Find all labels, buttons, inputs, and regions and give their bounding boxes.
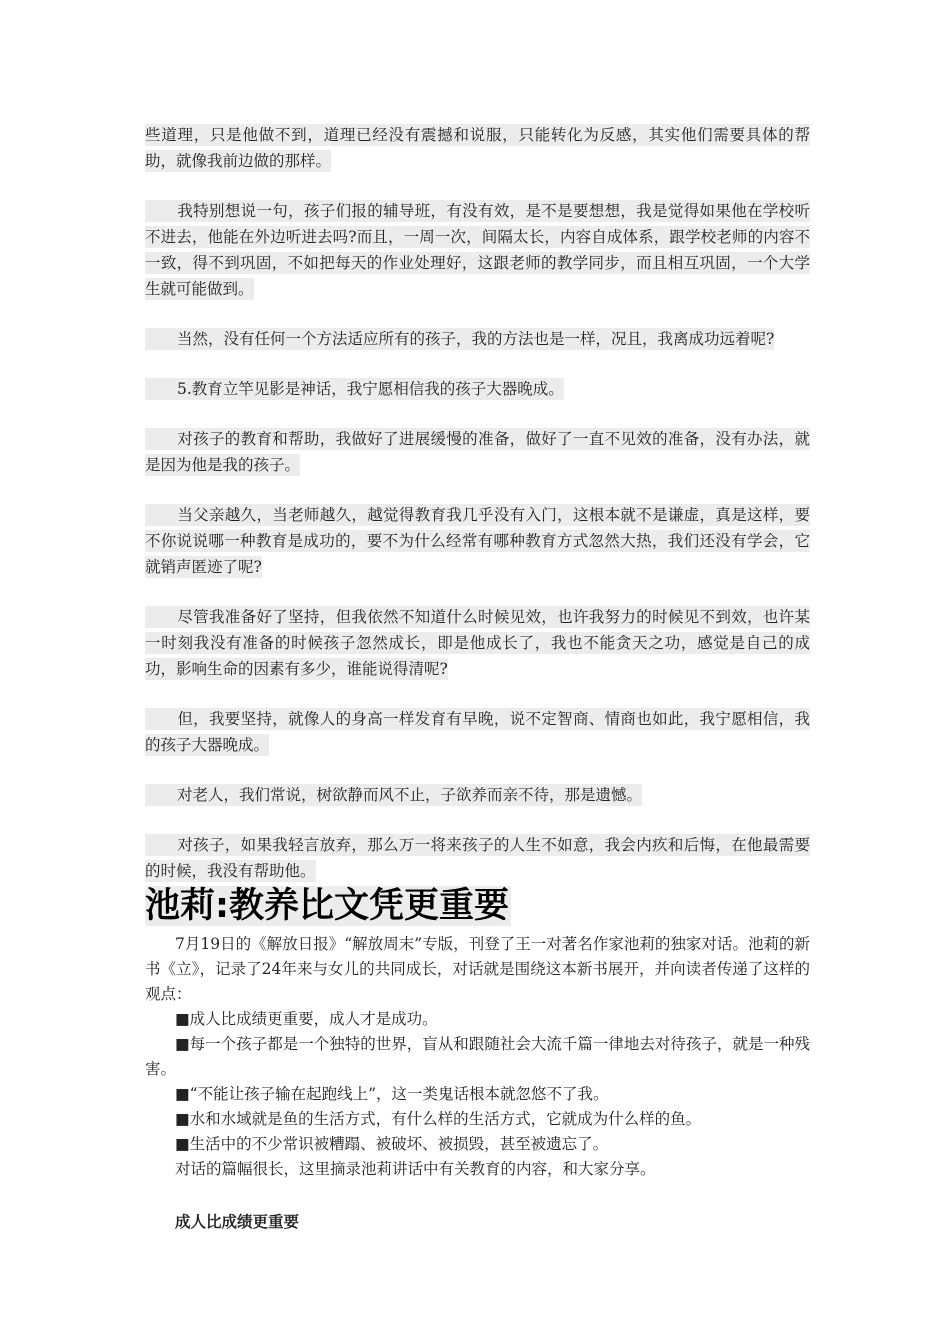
paragraph-6-text: 尽管我准备好了坚持，但我依然不知道什么时候见效，也许我努力的时候见不到效，也许某一时刻我没有准备的时候孩子忽然成长，即是他成长了，我也不能贪天之功，感觉是自己的成功，影响生命的因素有多少，谁能说得清呢? [145,608,810,678]
section-heading-5 [145,376,810,402]
article-subheading: 成人比成绩更重要 [175,1213,300,1231]
paragraph-3-text: 当然，没有任何一个方法适应所有的孩子，我的方法也是一样，况且，我离成功远着呢? [177,330,775,348]
paragraph-4-text: 对孩子的教育和帮助，我做好了进展缓慢的准备，做好了一直不见效的准备，没有办法，就是因为他是我的孩子。 [145,430,810,474]
paragraph-8-text: 对老人，我们常说，树欲静而风不止，子欲养而亲不待，那是遗憾。 [177,786,643,804]
paragraph-gap [145,580,810,604]
paragraph-5 [145,502,810,580]
paragraph-5-text: 当父亲越久，当老师越久，越觉得教育我几乎没有入门，这根本就不是谦虚，真是这样，要不你说说哪一种教育是成功的，要不为什么经常有哪种教育方式忽然大热，我们还没有学会，它就销声匿迹了呢? [145,506,810,576]
paragraph-gap [145,302,810,326]
bullet-item: ■生活中的不少常识被糟蹋、被破坏、被损毁，甚至被遗忘了。 [175,1135,609,1153]
bullet-item: ■每一个孩子都是一个独特的世界，盲从和跟随社会大流千篇一律地去对待孩子，就是一种残害。 [145,1035,810,1078]
paragraph-3 [145,326,810,352]
article-title [145,886,810,926]
paragraph-gap [145,682,810,706]
paragraph-7-text: 但，我要坚持，就像人的身高一样发育有早晚，说不定智商、情商也如此，我宁愿相信，我的孩子大器晚成。 [145,710,810,754]
paragraph-2 [145,198,810,302]
section-heading-5-text: 5.教育立竿见影是神话，我宁愿相信我的孩子大器晚成。 [177,380,564,398]
paragraph-9 [145,832,810,884]
paragraph-9-text: 对孩子，如果我轻言放弃，那么万一将来孩子的人生不如意，我会内疚和后悔，在他最需要的时候，我没有帮助他。 [145,836,810,880]
paragraph-gap [145,402,810,426]
bullet-item: ■“不能让孩子输在起跑线上”，这一类鬼话根本就忽悠不了我。 [175,1085,609,1103]
paragraph-8 [145,782,810,808]
paragraph-2-text: 我特别想说一句，孩子们报的辅导班，有没有效，是不是要想想，我是觉得如果他在学校听不进去，他能在外边听进去吗?而且，一周一次，间隔太长，内容自成体系，跟学校老师的内容不一致，得不到巩固，不如把每天的作业处理好，这跟老师的教学同步，而且相互巩固，一个大学生就可能做到。 [145,202,810,298]
paragraph-4 [145,426,810,478]
paragraph-1-text: 些道理，只是他做不到，道理已经没有震撼和说服，只能转化为反感，其实他们需要具体的帮助，就像我前边做的那样。 [145,126,810,170]
bullet-item: ■水和水域就是鱼的生活方式，有什么样的生活方式，它就成为什么样的鱼。 [175,1110,702,1128]
document-page [145,122,810,1235]
article-closing: 对话的篇幅很长，这里摘录池莉讲话中有关教育的内容，和大家分享。 [175,1160,656,1178]
paragraph-6 [145,604,810,682]
paragraph-7 [145,706,810,758]
bullet-item: ■成人比成绩更重要，成人才是成功。 [175,1010,438,1028]
paragraph-gap [145,352,810,376]
paragraph-gap [145,758,810,782]
paragraph-gap [145,808,810,832]
article-title-text: 池莉:教养比文凭更重要 [145,886,509,926]
paragraph-1 [145,122,810,174]
paragraph-gap [145,478,810,502]
article-intro: 7月19日的《解放日报》“解放周末”专版，刊登了王一对著名作家池莉的独家对话。池莉的新书《立》，记录了24年来与女儿的共同成长，对话就是围绕这本新书展开，并向读者传递了这样的观点： [145,935,810,1003]
paragraph-gap [145,174,810,198]
